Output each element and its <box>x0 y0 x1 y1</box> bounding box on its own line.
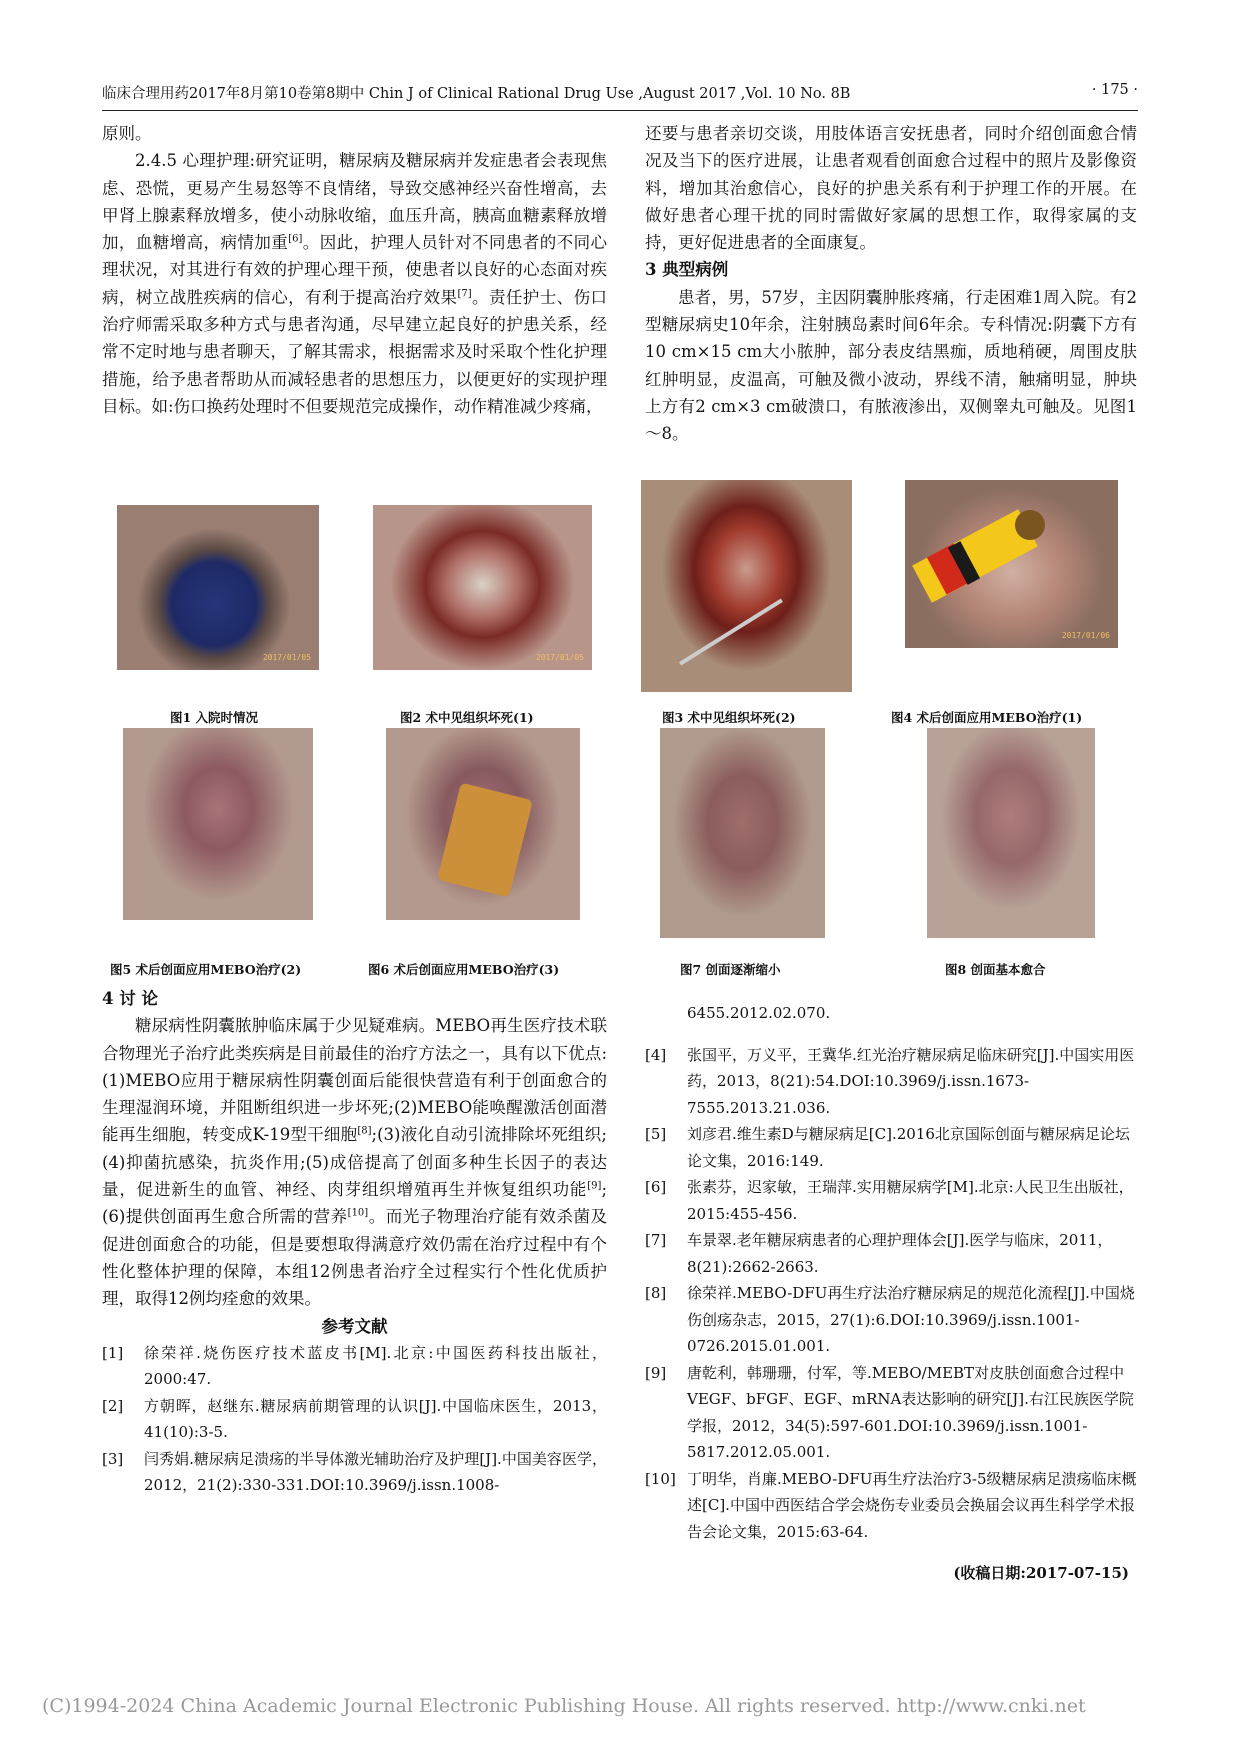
reference-list-left <box>102 1340 607 1499</box>
figure-3-photo <box>641 480 852 692</box>
figure-3-caption: 图3 术中见组织坏死(2) <box>662 710 796 725</box>
figure-1-caption: 图1 入院时情况 <box>170 710 259 725</box>
reference-item: [2] 方朝晖，赵继东.糖尿病前期管理的认识[J].中国临床医生，2013，41(10):3-5. <box>102 1396 607 1442</box>
page-number: · 175 · <box>1091 82 1138 98</box>
reference-item: [1] 徐荣祥.烧伤医疗技术蓝皮书[M].北京:中国医药科技出版社，2000:47. <box>102 1343 607 1389</box>
reference-item: [5] 刘彦君.维生素D与糖尿病足[C].2016北京国际创面与糖尿病足论坛论文集，2016:149. <box>645 1125 1130 1170</box>
section-heading: 4 讨 论 <box>102 989 158 1008</box>
reference-list-right <box>645 985 1137 1602</box>
surgical-instrument <box>679 599 783 666</box>
paragraph: 2.4.5 心理护理:研究证明，糖尿病及糖尿病并发症患者会表现焦虑、恐慌，更易产生易怒等不良情绪，导致交感神经兴奋性增高，去甲肾上腺素释放增多，使小动脉收缩，血压升高，胰高血糖素释放增加，血糖增高，病情加重[6]。因此，护理人员针对不同患者的不同心理状况，对其进行有效的护理心理干预，使患者以良好的心态面对疾病，树立战胜疾病的信心，有利于提高治疗效果[7]。责任护士、伤口治疗师需采取多种方式与患者沟通，尽早建立起良好的护患关系，经常不定时地与患者聊天，了解其需求，根据需求及时采取个性化护理措施，给予患者帮助从而减轻患者的思想压力，以便更好的实现护理目标。如:伤口换药处理时不但要规范完成操作，动作精准减少疼痛， <box>102 151 608 416</box>
left-column-text <box>102 120 607 420</box>
paragraph: 原则。 <box>102 124 152 143</box>
copyright-notice: (C)1994-2024 China Academic Journal Electronic Publishing House. All rights reserved. http://www.cnki.net <box>42 1695 1086 1717</box>
figure-4-photo <box>905 480 1118 648</box>
reference-item: [3] 闫秀娟.糖尿病足溃疡的半导体激光辅助治疗及护理[J].中国美容医学，2012，21(2):330-331.DOI:10.3969/j.issn.1008- <box>102 1449 607 1495</box>
reference-item: [7] 车景翠.老年糖尿病患者的心理护理体会[J].医学与临床，2011，8(21):2662-2663. <box>645 1231 1113 1276</box>
paragraph: 患者，男，57岁，主因阴囊肿胀疼痛，行走困难1周入院。有2型糖尿病史10年余，注射胰岛素时间6年余。专科情况:阴囊下方有10 cm×15 cm大小脓肿，部分表皮结黑痂，质地稍硬，周围皮肤红肿明显，皮温高，可触及微小波动，界线不清，触痛明显，肿块上方有2 cm×3 cm破溃口，有脓液渗出，双侧睾丸可触及。见图1～8。 <box>645 287 1137 444</box>
running-header <box>102 82 1138 106</box>
journal-header: 临床合理用药2017年8月第10卷第8期中 Chin J of Clinical Rational Drug Use ,August 2017 ,Vol. 10 No. 8B <box>102 86 851 102</box>
received-date: (收稿日期:2017-07-15) <box>953 1564 1129 1582</box>
header-rule <box>102 110 1138 111</box>
citation: [7] <box>457 288 472 300</box>
right-column-text <box>645 120 1137 448</box>
figure-5-photo <box>123 728 313 920</box>
figure-8-caption: 图8 创面基本愈合 <box>945 962 1046 977</box>
reference-item: [6] 张素芬，迟家敏，王瑞萍.实用糖尿病学[M].北京:人民卫生出版社，2015:455-456. <box>645 1178 1134 1223</box>
citation: [10] <box>347 1207 369 1219</box>
figure-6-photo <box>386 728 580 920</box>
figure-5-caption: 图5 术后创面应用MEBO治疗(2) <box>110 962 302 977</box>
figure-7-photo <box>660 728 825 938</box>
figure-2-photo <box>373 505 592 670</box>
reference-continuation: 6455.2012.02.070. <box>687 1004 831 1022</box>
figure-6-caption: 图6 术后创面应用MEBO治疗(3) <box>368 962 560 977</box>
paragraph: 糖尿病性阴囊脓肿临床属于少见疑难病。MEBO再生医疗技术联合物理光子治疗此类疾病是目前最佳的治疗方法之一，具有以下优点:(1)MEBO应用于糖尿病性阴囊创面后能很快营造有利于创面愈合的生理湿润环境，并阻断组织进一步坏死;(2)MEBO能唤醒激活创面潜能再生细胞，转变成K-19型干细胞[8];(3)液化自动引流排除坏死组织;(4)抑菌抗感染，抗炎作用;(5)成倍提高了创面多种生长因子的表达量，促进新生的血管、神经、肉芽组织增殖再生并恢复组织功能[9];(6)提供创面再生愈合所需的营养[10]。而光子物理治疗能有效杀菌及促进创面愈合的功能，但是要想取得满意疗效仍需在治疗过程中有个性化整体护理的保障，本组12例患者治疗全过程实行个性化优质护理，取得12例均痊愈的效果。 <box>102 1016 608 1309</box>
gauze-dressing <box>437 783 533 898</box>
figure-2-caption: 图2 术中见组织坏死(1) <box>400 710 534 725</box>
discussion-section <box>102 985 607 1499</box>
reference-item: [10] 丁明华，肖廉.MEBO-DFU再生疗法治疗3-5级糖尿病足溃疡临床概述[C].中国中西医结合学会烧伤专业委员会换届会议再生科学学术报告会论文集，2015:63-64. <box>645 1469 1137 1541</box>
photo-date-stamp: 2017/01/06 <box>1061 631 1110 640</box>
figure-1-photo <box>117 505 319 670</box>
section-heading: 3 典型病例 <box>645 260 729 280</box>
reference-item: [8] 徐荣祥.MEBO-DFU再生疗法治疗糖尿病足的规范化流程[J].中国烧伤创疡杂志，2015，27(1):6.DOI:10.3969/j.issn.1001-0726.2015.01.001. <box>645 1284 1135 1355</box>
citation: [8] <box>357 1125 372 1137</box>
references-title: 参考文献 <box>321 1316 388 1336</box>
section-heading: 2.4.5 心理护理: <box>135 151 256 171</box>
figure-7-caption: 图7 创面逐渐缩小 <box>680 962 781 977</box>
figure-4-caption: 图4 术后创面应用MEBO治疗(1) <box>891 710 1083 725</box>
citation: [6] <box>288 233 303 245</box>
ointment-blob <box>1015 510 1045 540</box>
citation: [9] <box>587 1180 602 1192</box>
paragraph: 还要与患者亲切交谈，用肢体语言安抚患者，同时介绍创面愈合情况及当下的医疗进展，让患者观看创面愈合过程中的照片及影像资料，增加其治愈信心，良好的护患关系有利于护理工作的开展。在做好患者心理干扰的同时需做好家属的思想工作，取得家属的支持，更好促进患者的全面康复。 <box>645 124 1137 253</box>
photo-date-stamp: 2017/01/05 <box>535 653 584 662</box>
figure-8-photo <box>927 728 1095 938</box>
reference-item: [4] 张国平，万义平，王冀华.红光治疗糖尿病足临床研究[J].中国实用医药，2013，8(21):54.DOI:10.3969/j.issn.1673-7555.2013.21.036. <box>645 1045 1135 1117</box>
photo-date-stamp: 2017/01/05 <box>262 653 311 662</box>
reference-item: [9] 唐乾利，韩珊珊，付军，等.MEBO/MEBT对皮肤创面愈合过程中VEGF、bFGF、EGF、mRNA表达影响的研究[J].右江民族医学院学报，2012，34(5):597-601.DOI:10.3969/j.issn.1001-5817.2012.05.001. <box>645 1363 1134 1461</box>
